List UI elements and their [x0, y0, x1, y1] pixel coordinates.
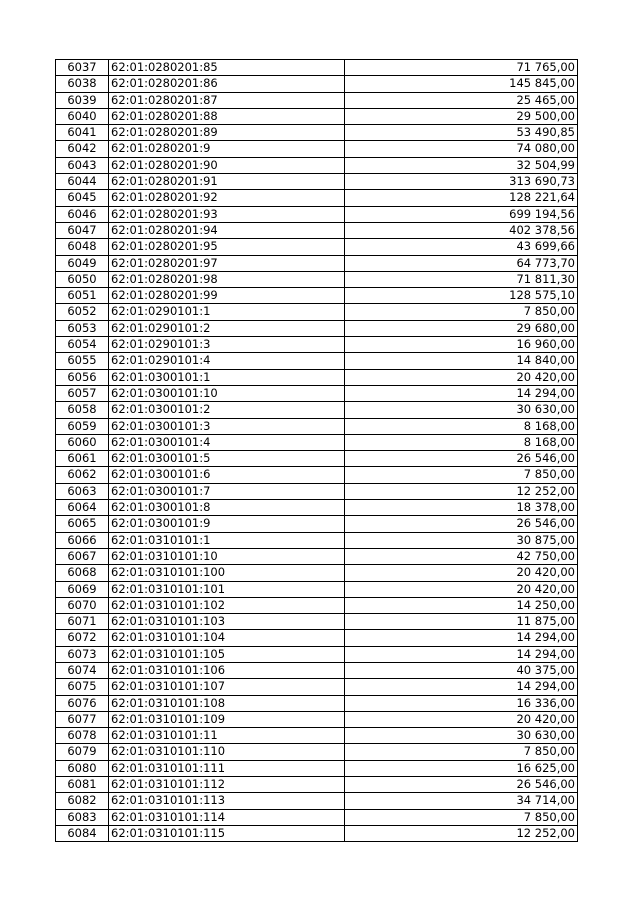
table-row [56, 532, 578, 548]
cadastral-number: 62:01:0300101:4 [109, 434, 345, 450]
cost-value: 14 250,00 [345, 597, 578, 613]
row-number: 6055 [56, 353, 109, 369]
cadastral-number: 62:01:0280201:91 [109, 174, 345, 190]
row-number: 6059 [56, 418, 109, 434]
cost-value: 16 960,00 [345, 337, 578, 353]
cost-value: 30 875,00 [345, 532, 578, 548]
row-number: 6051 [56, 288, 109, 304]
cost-value: 25 465,00 [345, 92, 578, 108]
cadastral-number: 62:01:0280201:85 [109, 60, 345, 76]
data-table [55, 59, 578, 842]
cost-value: 16 625,00 [345, 760, 578, 776]
row-number: 6052 [56, 304, 109, 320]
table-row [56, 777, 578, 793]
table-row [56, 728, 578, 744]
row-number: 6049 [56, 255, 109, 271]
row-number: 6040 [56, 108, 109, 124]
row-number: 6077 [56, 711, 109, 727]
cost-value: 71 765,00 [345, 60, 578, 76]
cost-value: 145 845,00 [345, 76, 578, 92]
cost-value: 71 811,30 [345, 271, 578, 287]
cost-value: 128 575,10 [345, 288, 578, 304]
table-row [56, 92, 578, 108]
cadastral-number: 62:01:0310101:105 [109, 646, 345, 662]
cadastral-number: 62:01:0280201:95 [109, 239, 345, 255]
cadastral-number: 62:01:0280201:86 [109, 76, 345, 92]
cost-value: 64 773,70 [345, 255, 578, 271]
cost-value: 8 168,00 [345, 418, 578, 434]
cadastral-number: 62:01:0280201:97 [109, 255, 345, 271]
cadastral-number: 62:01:0310101:112 [109, 777, 345, 793]
cadastral-number: 62:01:0280201:89 [109, 125, 345, 141]
row-number: 6080 [56, 760, 109, 776]
row-number: 6041 [56, 125, 109, 141]
row-number: 6068 [56, 565, 109, 581]
cadastral-number: 62:01:0280201:93 [109, 206, 345, 222]
cadastral-number: 62:01:0280201:88 [109, 108, 345, 124]
cadastral-number: 62:01:0310101:103 [109, 614, 345, 630]
cost-value: 74 080,00 [345, 141, 578, 157]
cost-value: 20 420,00 [345, 369, 578, 385]
row-number: 6078 [56, 728, 109, 744]
row-number: 6050 [56, 271, 109, 287]
cost-value: 43 699,66 [345, 239, 578, 255]
cost-value: 402 378,56 [345, 222, 578, 238]
cadastral-number: 62:01:0300101:1 [109, 369, 345, 385]
row-number: 6083 [56, 809, 109, 825]
row-number: 6048 [56, 239, 109, 255]
row-number: 6082 [56, 793, 109, 809]
cadastral-number: 62:01:0280201:99 [109, 288, 345, 304]
table-row [56, 500, 578, 516]
row-number: 6073 [56, 646, 109, 662]
cost-value: 26 546,00 [345, 451, 578, 467]
table-row [56, 744, 578, 760]
table-row [56, 190, 578, 206]
row-number: 6067 [56, 548, 109, 564]
row-number: 6064 [56, 500, 109, 516]
row-number: 6074 [56, 662, 109, 678]
table-row [56, 630, 578, 646]
cadastral-number: 62:01:0310101:110 [109, 744, 345, 760]
table-row [56, 711, 578, 727]
table-row [56, 516, 578, 532]
cadastral-number: 62:01:0310101:108 [109, 695, 345, 711]
cadastral-number: 62:01:0280201:94 [109, 222, 345, 238]
row-number: 6060 [56, 434, 109, 450]
row-number: 6081 [56, 777, 109, 793]
row-number: 6066 [56, 532, 109, 548]
table-row [56, 320, 578, 336]
table-row [56, 565, 578, 581]
row-number: 6061 [56, 451, 109, 467]
row-number: 6071 [56, 614, 109, 630]
cost-value: 53 490,85 [345, 125, 578, 141]
cadastral-number: 62:01:0280201:98 [109, 271, 345, 287]
cost-value: 30 630,00 [345, 402, 578, 418]
row-number: 6047 [56, 222, 109, 238]
cost-value: 30 630,00 [345, 728, 578, 744]
table-row [56, 304, 578, 320]
table-row [56, 679, 578, 695]
table-body [56, 60, 578, 842]
row-number: 6065 [56, 516, 109, 532]
table-row [56, 760, 578, 776]
cost-value: 313 690,73 [345, 174, 578, 190]
table-row [56, 141, 578, 157]
cost-value: 14 294,00 [345, 679, 578, 695]
cadastral-number: 62:01:0310101:115 [109, 825, 345, 841]
table-row [56, 108, 578, 124]
table-row [56, 662, 578, 678]
table-row [56, 369, 578, 385]
cadastral-number: 62:01:0300101:3 [109, 418, 345, 434]
table-row [56, 695, 578, 711]
cadastral-number: 62:01:0300101:2 [109, 402, 345, 418]
table-row [56, 581, 578, 597]
cadastral-number: 62:01:0310101:11 [109, 728, 345, 744]
cadastral-number: 62:01:0300101:10 [109, 385, 345, 401]
cost-value: 14 294,00 [345, 646, 578, 662]
table-row [56, 434, 578, 450]
table-row [56, 646, 578, 662]
table-row [56, 76, 578, 92]
cadastral-number: 62:01:0310101:100 [109, 565, 345, 581]
cost-value: 7 850,00 [345, 304, 578, 320]
table-row [56, 385, 578, 401]
cost-value: 26 546,00 [345, 777, 578, 793]
cadastral-number: 62:01:0310101:101 [109, 581, 345, 597]
table-row [56, 548, 578, 564]
cost-value: 14 840,00 [345, 353, 578, 369]
cost-value: 20 420,00 [345, 711, 578, 727]
cadastral-number: 62:01:0300101:8 [109, 500, 345, 516]
cadastral-number: 62:01:0310101:111 [109, 760, 345, 776]
cost-value: 26 546,00 [345, 516, 578, 532]
table-row [56, 451, 578, 467]
cadastral-number: 62:01:0300101:9 [109, 516, 345, 532]
cost-value: 11 875,00 [345, 614, 578, 630]
cost-value: 42 750,00 [345, 548, 578, 564]
table-row [56, 597, 578, 613]
cadastral-number: 62:01:0310101:107 [109, 679, 345, 695]
row-number: 6043 [56, 157, 109, 173]
row-number: 6075 [56, 679, 109, 695]
row-number: 6063 [56, 483, 109, 499]
cost-value: 29 500,00 [345, 108, 578, 124]
cost-value: 699 194,56 [345, 206, 578, 222]
row-number: 6054 [56, 337, 109, 353]
table-row [56, 60, 578, 76]
cost-value: 40 375,00 [345, 662, 578, 678]
row-number: 6044 [56, 174, 109, 190]
table-row [56, 125, 578, 141]
cadastral-number: 62:01:0310101:113 [109, 793, 345, 809]
table-row [56, 239, 578, 255]
table-row [56, 174, 578, 190]
cost-value: 32 504,99 [345, 157, 578, 173]
cadastral-number: 62:01:0310101:10 [109, 548, 345, 564]
cadastral-number: 62:01:0310101:104 [109, 630, 345, 646]
table-row [56, 206, 578, 222]
row-number: 6062 [56, 467, 109, 483]
cadastral-number: 62:01:0280201:9 [109, 141, 345, 157]
table-row [56, 809, 578, 825]
row-number: 6039 [56, 92, 109, 108]
cost-value: 7 850,00 [345, 809, 578, 825]
row-number: 6037 [56, 60, 109, 76]
cadastral-number: 62:01:0300101:6 [109, 467, 345, 483]
row-number: 6038 [56, 76, 109, 92]
table-row [56, 288, 578, 304]
cadastral-number: 62:01:0310101:1 [109, 532, 345, 548]
cost-value: 14 294,00 [345, 630, 578, 646]
row-number: 6076 [56, 695, 109, 711]
row-number: 6069 [56, 581, 109, 597]
cadastral-number: 62:01:0290101:4 [109, 353, 345, 369]
cost-value: 12 252,00 [345, 483, 578, 499]
table-row [56, 271, 578, 287]
cost-value: 34 714,00 [345, 793, 578, 809]
table-row [56, 255, 578, 271]
cadastral-number: 62:01:0290101:3 [109, 337, 345, 353]
table-row [56, 614, 578, 630]
row-number: 6058 [56, 402, 109, 418]
cadastral-number: 62:01:0290101:1 [109, 304, 345, 320]
cost-value: 128 221,64 [345, 190, 578, 206]
cadastral-number: 62:01:0310101:109 [109, 711, 345, 727]
cadastral-number: 62:01:0310101:102 [109, 597, 345, 613]
table-row [56, 402, 578, 418]
row-number: 6072 [56, 630, 109, 646]
table-row [56, 793, 578, 809]
cadastral-number: 62:01:0310101:106 [109, 662, 345, 678]
cadastral-number: 62:01:0280201:92 [109, 190, 345, 206]
cost-value: 18 378,00 [345, 500, 578, 516]
row-number: 6053 [56, 320, 109, 336]
table-row [56, 157, 578, 173]
row-number: 6084 [56, 825, 109, 841]
cadastral-number: 62:01:0310101:114 [109, 809, 345, 825]
row-number: 6042 [56, 141, 109, 157]
cadastral-number: 62:01:0280201:90 [109, 157, 345, 173]
table-row [56, 483, 578, 499]
cost-value: 14 294,00 [345, 385, 578, 401]
cadastral-number: 62:01:0300101:5 [109, 451, 345, 467]
cost-value: 7 850,00 [345, 744, 578, 760]
cadastral-number: 62:01:0290101:2 [109, 320, 345, 336]
table-row [56, 353, 578, 369]
cost-value: 7 850,00 [345, 467, 578, 483]
cost-value: 16 336,00 [345, 695, 578, 711]
row-number: 6079 [56, 744, 109, 760]
table-row [56, 467, 578, 483]
cost-value: 12 252,00 [345, 825, 578, 841]
row-number: 6045 [56, 190, 109, 206]
cost-value: 29 680,00 [345, 320, 578, 336]
row-number: 6046 [56, 206, 109, 222]
cadastral-number: 62:01:0300101:7 [109, 483, 345, 499]
row-number: 6070 [56, 597, 109, 613]
cadastral-number: 62:01:0280201:87 [109, 92, 345, 108]
cost-value: 8 168,00 [345, 434, 578, 450]
table-row [56, 418, 578, 434]
table-row [56, 825, 578, 841]
cost-value: 20 420,00 [345, 565, 578, 581]
row-number: 6057 [56, 385, 109, 401]
cost-value: 20 420,00 [345, 581, 578, 597]
table-row [56, 222, 578, 238]
table-row [56, 337, 578, 353]
row-number: 6056 [56, 369, 109, 385]
